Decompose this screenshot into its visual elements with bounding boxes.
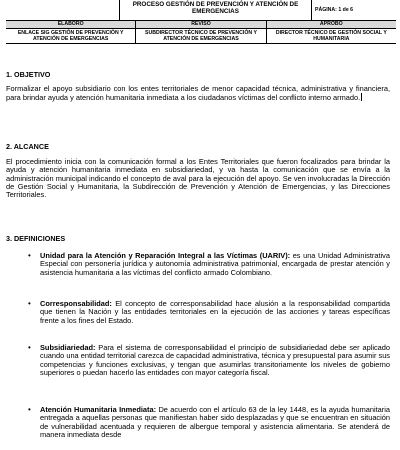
logo-area xyxy=(6,0,119,20)
page-number: PÁGINA: 1 de 6 xyxy=(315,7,354,13)
role-title-aprobo: DIRECTOR TÉCNICO DE GESTIÓN SOCIAL Y HUMANITARIA xyxy=(266,29,396,43)
definition-term: Unidad para la Atención y Reparación Integral a las Víctimas (UARIV): xyxy=(40,251,291,260)
bullet-icon: • xyxy=(28,299,31,308)
role-reviso: REVISÓ xyxy=(135,21,265,28)
definition-text: De acuerdo con el artículo 63 de la ley 1448, es la ayuda humanitaria entregada a aquellas personas que manifiestan haber sido desplazadas y que se encuentran en situación de vulnerabilidad acentuada y requieren de albergue temporal y asistencia alimentaria. Se atenderá de manera inmediata desde xyxy=(40,405,390,439)
section-title-definiciones: 3. DEFINICIONES xyxy=(6,234,66,243)
objetivo-paragraph[interactable] xyxy=(6,85,390,103)
definition-item xyxy=(28,405,390,439)
role-aprobo: APROBÓ xyxy=(266,21,396,28)
definition-text: es una Unidad Administrativa Especial con personería jurídica y autonomía administrativa patrimonial, encargada de prestar atención y asistencia humanitaria a las víctimas del conflicto armado Colombiano. xyxy=(40,251,390,277)
definition-term: Subsidiariedad: xyxy=(40,343,96,352)
role-title-elaboro: ENLACE SIG GESTIÓN DE PREVENCIÓN Y ATENCIÓN DE EMERGENCIAS xyxy=(17,30,124,42)
definition-term: Corresponsabilidad: xyxy=(40,299,112,308)
process-title: PROCESO GESTIÓN DE PREVENCIÓN Y ATENCIÓN DE EMERGENCIAS xyxy=(119,0,312,20)
definition-text: Para el sistema de corresponsabilidad el principio de subsidiariedad debe ser aplicado cuando una entidad territorial carezca de capacidad administrativa, técnica y presupuestal para asumir sus competencias y funciones exclusivas, y tengan que asumirlas transitoriamente los niveles de gobierno superiores o puedan hacerlo las entidades con mayor categoría fiscal. xyxy=(40,343,390,377)
bullet-icon: • xyxy=(28,343,31,352)
roles-row xyxy=(6,21,396,29)
objetivo-text: Formalizar el apoyo subsidiario con los entes territoriales de menor capacidad técnica, administrativa y financiera, para brindar ayuda y atención humanitaria inmediata a los ciudadanos víctimas del conflicto interno armado. xyxy=(6,84,390,103)
role-elaboro: ELABORÓ xyxy=(57,21,84,27)
alcance-paragraph: El procedimiento inicia con la comunicación formal a los Entes Territoriales que fueron focalizados para brindar la ayuda y atención humanitaria inmediata en subsidiariedad, y va hasta la comunicación que se envía a la administración municipal indicando el concepto de aval para la ejecución del apoyo. Se ven involucradas la Dirección de Gestión Social y Humanitaria, la Subdirección de Prevención y Atención de Emergencias, y las Direcciones Territoriales. xyxy=(6,157,390,200)
role-titles-row xyxy=(6,29,396,44)
definition-item xyxy=(28,343,390,377)
definition-term: Atención Humanitaria Inmediata: xyxy=(40,405,157,414)
document-header-table xyxy=(6,0,396,44)
section-title-objetivo: 1. OBJETIVO xyxy=(6,70,51,79)
definition-item xyxy=(28,251,390,277)
definition-text: El concepto de corresponsabilidad hace alusión a la responsabilidad compartida que tienen la Nación y las entidades territoriales en la ejecución de las acciones y tareas específicas frente a los fines del Estado. xyxy=(40,299,390,325)
bullet-icon: • xyxy=(28,405,31,414)
definition-item xyxy=(28,299,390,325)
bullet-icon: • xyxy=(28,251,31,260)
text-cursor xyxy=(361,93,362,101)
role-title-reviso: SUBDIRECTOR TÉCNICO DE PREVENCIÓN Y ATENCIÓN DE EMERGENCIAS xyxy=(135,29,265,43)
section-title-alcance: 2. ALCANCE xyxy=(6,142,49,151)
